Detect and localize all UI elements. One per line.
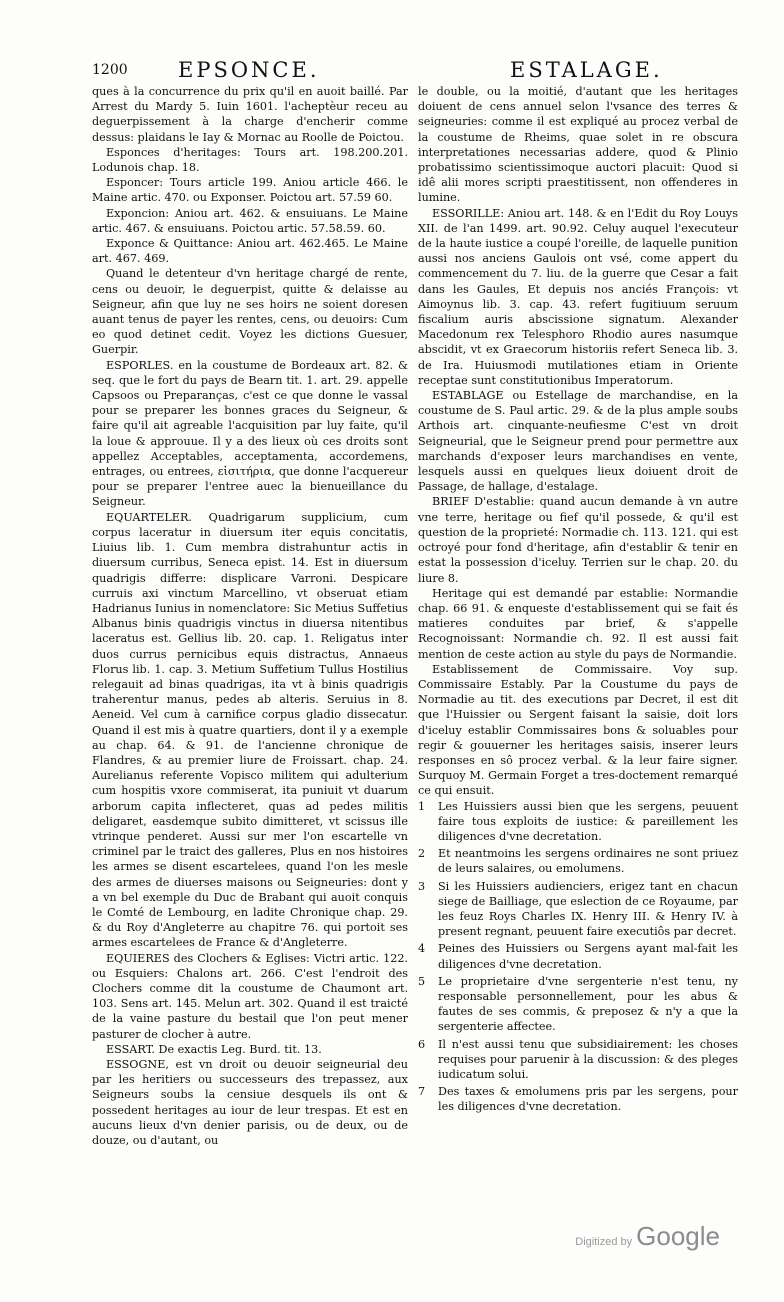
list-item: [418, 1037, 738, 1083]
list-item-text: Si les Huissiers audienciers, erigez tant en chacun siege de Bailliage, que eslection de ce Royaume, par les feuz Roys Charles IX. Henry III. & Henry IV. à present regnant, peuuent faire executiôs par decret.: [438, 879, 738, 939]
right-paragraphs: [418, 84, 738, 799]
page-number: 1200: [92, 62, 128, 78]
list-item: [418, 974, 738, 1035]
paragraph: Esponces d'heritages: Tours art. 198.200.201. Lodunois chap. 18.: [92, 145, 408, 175]
list-item-text: Il n'est aussi tenu que subsidiairement: les choses requises pour paruenir à la discussion: & des pleges iudicatum solui.: [438, 1037, 738, 1081]
list-item-text: Peines des Huissiers ou Sergens ayant mal-fait les diligences d'vne decretation.: [438, 942, 738, 971]
list-item-number: 4: [418, 942, 426, 956]
list-item-number: 3: [418, 879, 426, 893]
paragraph: Quand le detenteur d'vn heritage chargé de rente, cens ou deuoir, le deguerpist, quitte & delaisse au Seigneur, afin que luy ne ses hoirs ne soient doresen auant tenus de payer les rentes, cens, ou deuoirs: Cum eo quod detinet cedit. Voyez les dictions Guesuer, Guerpir.: [92, 267, 408, 357]
list-item: [418, 1084, 738, 1114]
paragraph: Heritage qui est demandé par establie: Normandie chap. 66 91. & enqueste d'establissement qui se fait és matieres conduites par brief, & s'appelle Recognoissant: Normandie ch. 92. Il est aussi fait mention de ceste action au style du pays de Normandie.: [418, 586, 738, 661]
digitized-label: Digitized by: [575, 1236, 633, 1248]
list-item-text: Des taxes & emolumens pris par les sergens, pour les diligences d'vne decretation.: [438, 1085, 738, 1114]
paragraph: le double, ou la moitié, d'autant que les heritages doiuent de cens annuel selon l'vsance des terres & seigneuries: comme il est expliqué au procez verbal de la coustume de Rheims, quae solet in re obscura interpretationes necessarias addere, quod & Plinio probatissimo scientissimoque auctori placuit: Quod si idê alii mores scripti praestitissent, non offenderes in lumine.: [418, 85, 738, 205]
paragraph: ESPORLES. en la coustume de Bordeaux art. 82. & seq. que le fort du pays de Bearn tit. 1. art. 29. appelle Capsoos ou Preparanças, c'est ce que donne le vassal pour se preparer les bonnes graces du Seigneur, & faire qu'il ait agreable l'acquisition par luy faite, qu'il la loue & approuue. Il y a des lieux où ces droits sont appellez Acceptables, acceptamenta, accordemens, entrages, ou entrees, εἰσιτήρια, que donne l'acquereur pour se preparer l'entree auec la bienueillance du Seigneur.: [92, 358, 408, 509]
page-header: [92, 58, 738, 84]
paragraph: Exponcion: Aniou art. 462. & ensuiuans. Le Maine artic. 467. & ensuiuans. Poictou artic. 57.58.59. 60.: [92, 206, 408, 235]
paragraph: ESSART. De exactis Leg. Burd. tit. 13.: [106, 1042, 322, 1056]
paragraph: Establissement de Commissaire. Voy sup. Commissaire Estably. Par la Coustume du pays de Normadie au tit. des executions par Decret, il est dit que l'Huissier ou Sergent faisant la saisie, doit lors d'iceluy establir Commissaires bons & soluables pour regir & gouuerner les heritages saisis, inserer leurs responses en sô procez verbal. & la leur faire signer. Surquoy M. Germain Forget a tres-doctement remarqué ce qui ensuit.: [418, 662, 738, 798]
list-item-number: 6: [418, 1037, 426, 1051]
paragraph: ques à la concurrence du prix qu'il en auoit baillé. Par Arrest du Mardy 5. Iuin 1601. l'acheptèur receu au deguerpissement à la charge d'encherir comme dessus: plaidans le Iay & Mornac au Roolle de Poictou.: [92, 85, 408, 144]
paragraph: Esponcer: Tours article 199. Aniou article 466. le Maine artic. 470. ou Exponser. Poictou art. 57.59 60.: [92, 176, 408, 205]
list-item-number: 5: [418, 974, 426, 988]
paragraph: BRIEF D'establie: quand aucun demande à vn autre vne terre, heritage ou fief qu'il possede, & qu'il est question de la proprieté: Normadie ch. 113. 121. qui est octroyé pour fond d'heritage, afin d'establir & tenir en estat la possession d'iceluy. Terrien sur le chap. 20. du liure 8.: [418, 495, 738, 585]
digitized-watermark: [575, 1221, 720, 1252]
left-text-column: [92, 84, 408, 1148]
list-item-number: 7: [418, 1085, 426, 1099]
list-item-text: Le proprietaire d'vne sergenterie n'est tenu, ny responsable personnellement, pour les abus & fautes de ses commis, & preposez & n'y a que la sergenterie affectee.: [438, 974, 738, 1034]
google-logo: Google: [636, 1221, 720, 1251]
paragraph: ESTABLAGE ou Estellage de marchandise, en la coustume de S. Paul artic. 29. & de la plus ample soubs Arthois art. cinquante-neufiesme C'est vn droit Seigneurial, que le Seigneur prend pour permettre aux marchands d'exposer leurs marchandises en vente, lesquels aussi en quelques lieux doiuent droit de Passage, de hallage, d'estalage.: [418, 389, 738, 494]
list-item-number: 2: [418, 847, 426, 861]
list-item: [418, 941, 738, 971]
list-item: [418, 846, 738, 876]
list-item: [418, 799, 738, 845]
paragraph: Exponce & Quittance: Aniou art. 462.465. Le Maine art. 467. 469.: [92, 237, 408, 266]
numbered-list: [418, 799, 738, 1115]
right-text-column: [418, 84, 738, 1117]
list-item-text: Les Huissiers aussi bien que les sergens, peuuent faire tous exploits de iustice: & pareillement les diligences d'vne decretation.: [438, 799, 738, 843]
list-item-number: 1: [418, 799, 426, 813]
right-running-title: ESTALAGE.: [510, 58, 663, 82]
list-item-text: Et neantmoins les sergens ordinaires ne sont priuez de leurs salaires, ou emolumens.: [438, 847, 738, 876]
paragraph: EQUARTELER. Quadrigarum supplicium, cum corpus laceratur in diuersum iter equis concitatis, Liuius lib. 1. Cum membra distrahuntur actis in diuersum curribus, Seneca epist. 14. Est in diuersum quadrigis differre: displicare Varroni. Despicare curruis axi vinctum Marcellino, vt obseruat etiam Hadrianus Iunius in nomenclatore: Sic Metius Suffetius Albanus binis quadrigis vinctus in diuersa nitentibus laceratus est. Gellius lib. 20. cap. 1. Religatus inter duos currus pernicibus equis distractus, Annaeus Florus lib. 1. cap. 3. Metium Suffetium Tullus Hostilius relegauit ad binas quadrigas, ita vt à binis quadrigis traherentur manus, pedes ab alteris. Seruius in 8. Aeneid. Vel cum à carnifice corpus gladio dissecatur. Quand il est mis à quatre quartiers, dont il y a exemple au chap. 64. & 91. de l'ancienne chronique de Flandres, & au premier liure de Froissart. chap. 24. Aurelianus referente Vopisco militem qui adulterium cum hospitis vxore commiserat, ita puniuit vt duarum arborum capita inflecteret, quas ad pedes militis deligaret, easdemque subito dimitteret, vt scissus ille vtrinque penderet. Aussi sur mer l'on escartelle vn criminel par le traict des galleres, Plus en nos histoires les armes se disent escartelees, quand l'on les mesle des armes de diuerses maisons ou Seigneuries: dont y a vn bel exemple du Duc de Brabant qui auoit conquis le Comté de Lembourg, en ladite Chronique chap. 29. & du Roy d'Angleterre au chapitre 76. qui portoit ses armes escartelees de France & d'Angleterre.: [92, 510, 408, 950]
list-item: [418, 879, 738, 940]
paragraph: ESSORILLE: Aniou art. 148. & en l'Edit du Roy Louys XII. de l'an 1499. art. 90.92. Celuy auquel l'executeur de la haute iustice a coupé l'oreille, de laquelle punition aussi nos anciens Gaulois ont vsé, come appert du commencement du 7. liu. de la guerre que Cesar a fait dans les Gaules, Et depuis nos anciés François: vt Aimoynus lib. 3. cap. 43. refert fugitiuum seruum fiscalium auris abscissione signatum. Alexander Macedonum rex Telesphoro Rhodio aures nasumque abscidit, vt ex Graecorum historiis refert Seneca lib. 3. de Ira. Huiusmodi mutilationes etiam in Oriente receptae sunt constitutionibus Imperatorum.: [418, 206, 738, 387]
paragraph: ESSOGNE, est vn droit ou deuoir seigneurial deu par les heritiers ou successeurs des trepassez, aux Seigneurs soubs la censiue desquels ils ont & possedent heritages au iour de leur trespas. Et est en aucuns lieux d'vn denier parisis, ou de deux, ou de douze, ou d'autant, ou: [92, 1058, 408, 1148]
paragraph: EQUIERES des Clochers & Eglises: Victri artic. 122. ou Esquiers: Chalons art. 266. C'est l'endroit des Clochers comme dit la coustume de Chaumont art. 103. Sens art. 145. Melun art. 302. Quand il est traicté de la vaine pasture du bestail que l'on peut mener pasturer de clocher à autre.: [92, 951, 408, 1041]
left-running-title: EPSONCE.: [178, 58, 320, 82]
